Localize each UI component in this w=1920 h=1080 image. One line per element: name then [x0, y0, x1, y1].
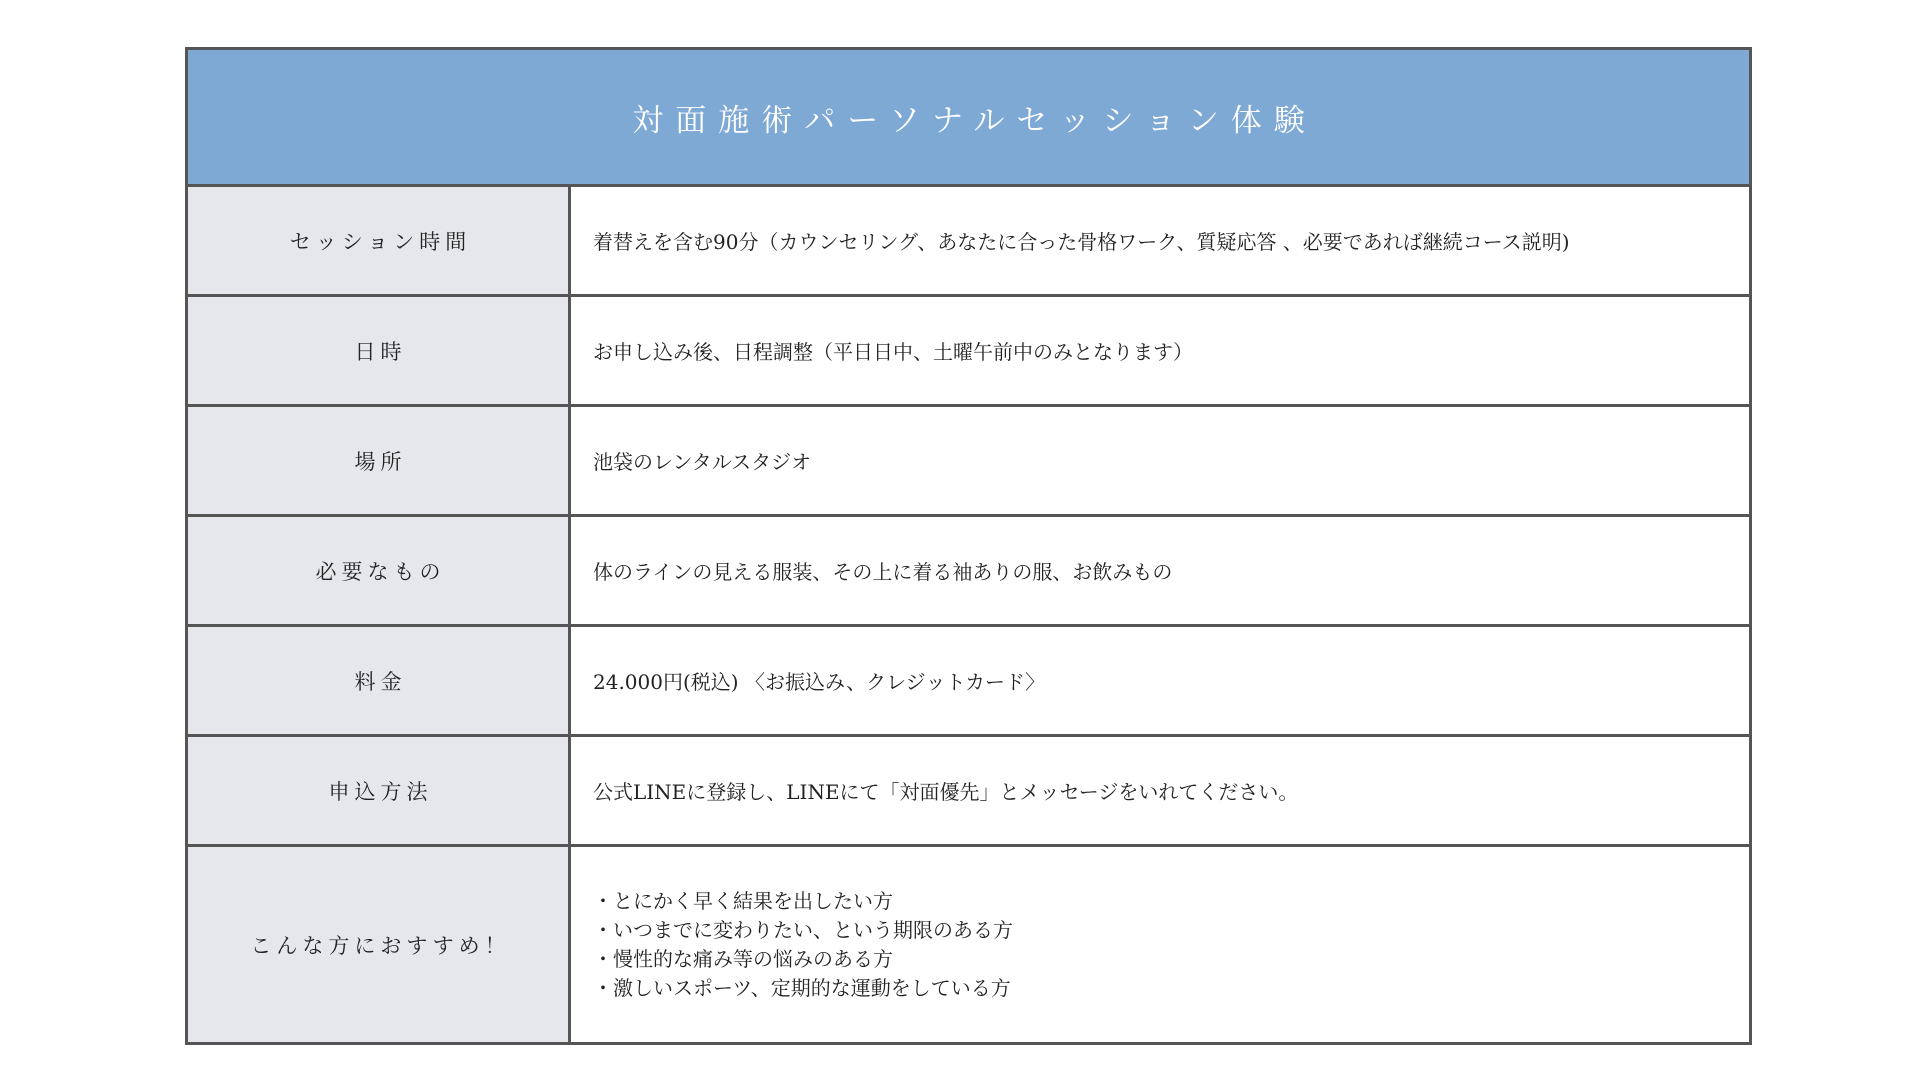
session-info-table	[185, 47, 1752, 1045]
row-value: 池袋のレンタルスタジオ	[593, 450, 812, 474]
list-item: ・激しいスポーツ、定期的な運動をしている方	[593, 975, 1011, 1000]
row-application-method	[188, 737, 1749, 847]
row-value: 24.000円(税込) 〈お振込み、クレジットカード〉	[593, 670, 1046, 694]
row-datetime	[188, 297, 1749, 407]
row-recommended-for	[188, 847, 1749, 1042]
list-item: ・とにかく早く結果を出したい方	[593, 888, 893, 913]
row-session-time	[188, 187, 1749, 297]
recommendation-list	[593, 887, 1013, 1003]
list-item: ・慢性的な痛み等の悩みのある方	[593, 946, 893, 971]
row-location	[188, 407, 1749, 517]
row-value: 着替えを含む90分（カウンセリング、あなたに合った骨格ワーク、質疑応答 、必要であれば継続コース説明)	[593, 230, 1570, 254]
table-header	[188, 50, 1749, 187]
row-price	[188, 627, 1749, 737]
row-label: 申込方法	[188, 737, 571, 844]
row-value: お申し込み後、日程調整（平日日中、土曜午前中のみとなります）	[593, 340, 1193, 364]
row-requirements	[188, 517, 1749, 627]
row-label: 場所	[188, 407, 571, 514]
row-label: 料金	[188, 627, 571, 734]
row-label: 必要なもの	[188, 517, 571, 624]
row-value: 体のラインの見える服装、その上に着る袖ありの服、お飲みもの	[593, 560, 1173, 584]
list-item: ・いつまでに変わりたい、という期限のある方	[593, 917, 1013, 942]
row-label: 日時	[188, 297, 571, 404]
row-label: こんな方におすすめ！	[188, 847, 571, 1042]
row-value: 公式LINEに登録し、LINEにて「対面優先」とメッセージをいれてください。	[593, 780, 1299, 804]
row-label: セッション時間	[188, 187, 571, 294]
table-title: 対面施術パーソナルセッション体験	[632, 102, 1317, 139]
row-value	[571, 847, 1749, 1042]
